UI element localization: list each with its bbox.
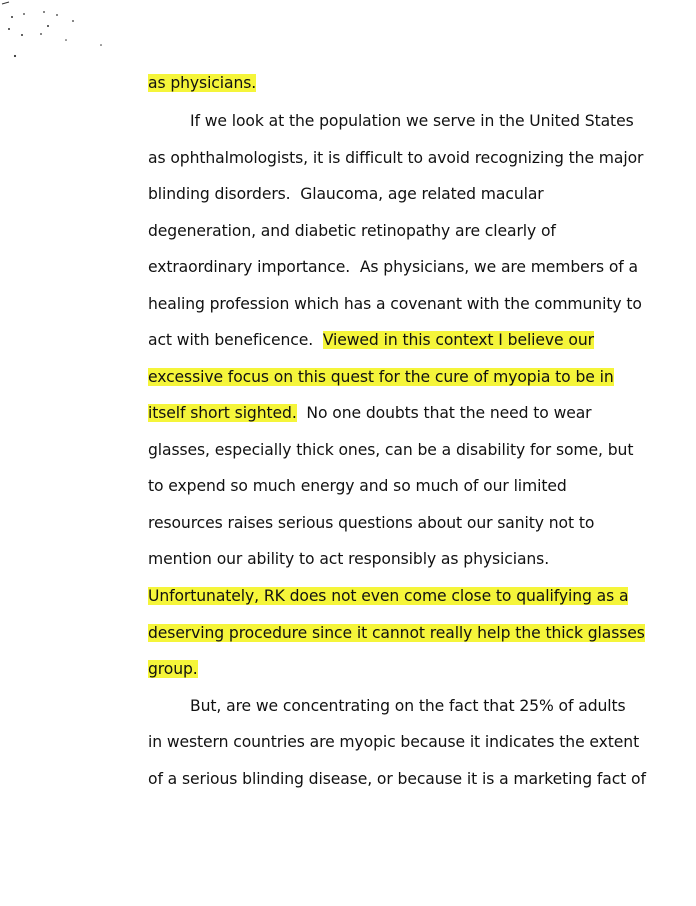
text-line	[148, 216, 556, 246]
text-segment: No one doubts that the need to wear	[296, 404, 592, 422]
text-segment: of a serious blinding disease, or because it is a marketing fact of	[148, 770, 646, 788]
highlighted-text: deserving procedure since it cannot really help the thick glasses	[148, 624, 645, 642]
text-segment: blinding disorders. Glaucoma, age related macular	[148, 185, 544, 203]
highlighted-text: group.	[148, 660, 198, 678]
text-line	[148, 289, 642, 319]
text-segment: mention our ability to act responsibly as physicians.	[148, 550, 550, 568]
text-line	[148, 581, 628, 611]
scan-speckles	[0, 0, 120, 70]
text-line	[148, 68, 256, 98]
text-line	[148, 764, 646, 794]
text-line	[148, 179, 544, 209]
text-line	[148, 508, 594, 538]
highlighted-text: Unfortunately, RK does not even come close to qualifying as a	[148, 587, 629, 605]
text-segment: degeneration, and diabetic retinopathy are clearly of	[148, 222, 556, 240]
text-segment: as ophthalmologists, it is difficult to avoid recognizing the major	[148, 149, 644, 167]
text-line	[148, 398, 591, 428]
paragraph-first-line	[190, 106, 634, 136]
text-segment: in western countries are myopic because it indicates the extent	[148, 733, 640, 751]
text-segment: extraordinary importance. As physicians, we are members of a	[148, 258, 639, 276]
highlighted-text: excessive focus on this quest for the cure of myopia to be in	[148, 368, 614, 386]
text-segment: resources raises serious questions about our sanity not to	[148, 514, 595, 532]
text-line	[148, 362, 614, 392]
text-line	[148, 544, 549, 574]
text-line	[148, 325, 594, 355]
highlighted-text: as physicians.	[148, 74, 257, 92]
paragraph-first-line	[190, 691, 626, 721]
text-line	[148, 435, 633, 465]
text-line	[148, 252, 638, 282]
text-line	[148, 143, 643, 173]
highlighted-text: Viewed in this context I believe our	[322, 331, 594, 349]
text-segment: to expend so much energy and so much of our limited	[148, 477, 567, 495]
text-segment: act with beneficence.	[148, 331, 323, 349]
text-segment: But, are we concentrating on the fact that 25% of adults	[190, 697, 626, 715]
text-segment: If we look at the population we serve in the United States	[190, 112, 634, 130]
text-line	[148, 618, 645, 648]
text-segment: healing profession which has a covenant with the community to	[148, 295, 642, 313]
text-line	[148, 471, 567, 501]
text-line	[148, 654, 198, 684]
text-line	[148, 727, 639, 757]
highlighted-text: itself short sighted.	[148, 404, 297, 422]
text-segment: glasses, especially thick ones, can be a disability for some, but	[148, 441, 634, 459]
